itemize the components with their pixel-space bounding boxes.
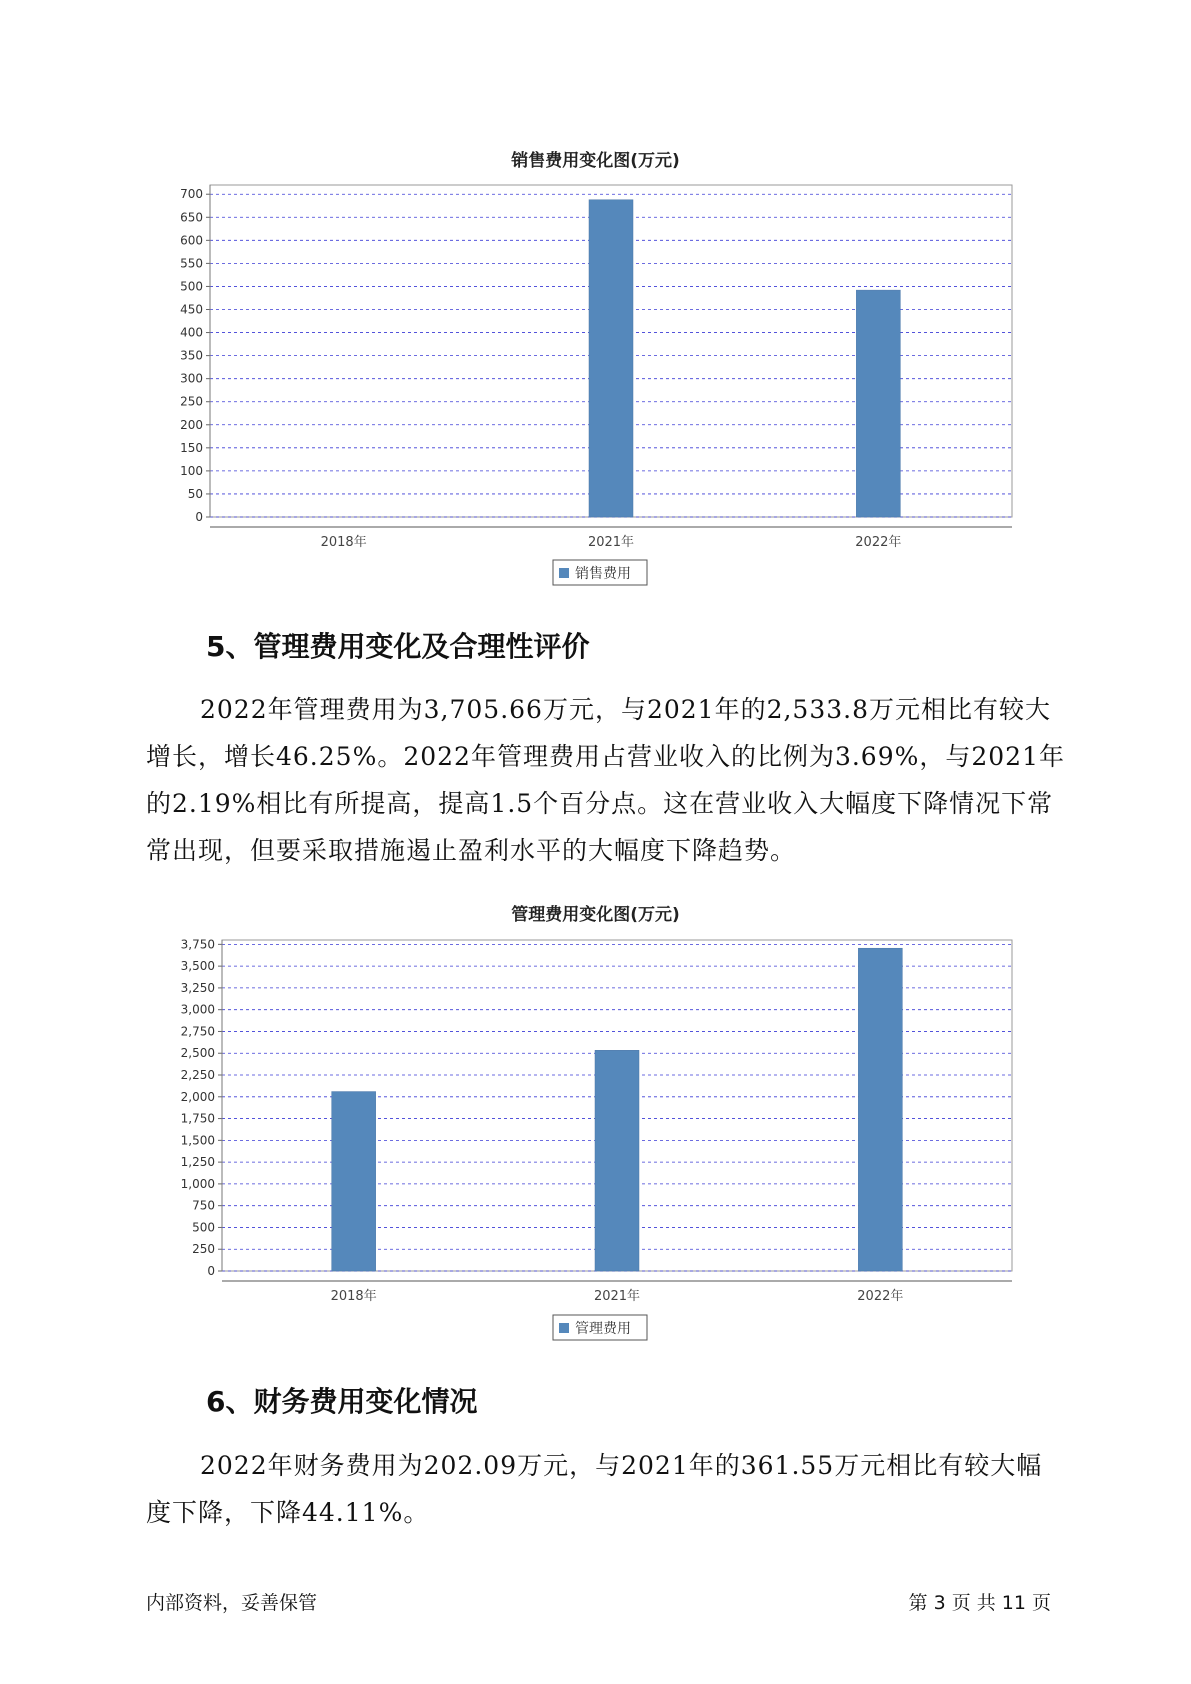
bar: [595, 1050, 639, 1271]
footer-page-number: 第 3 页 共 11 页: [908, 1592, 1051, 1614]
section6-heading: 6、财务费用变化情况: [206, 1385, 478, 1418]
chart-title-sales-expense: 销售费用变化图(万元): [511, 151, 680, 171]
section5-paragraph: 2022年管理费用为3,705.66万元，与2021年的2,533.8万元相比有较大增长，增长46.25%。2022年管理费用占营业收入的比例为3.69%，与2021年的2.19%相比有所提高，提高1.5个百分点。这在营业收入大幅度下降情况下常常出现，但要采取措施遏止盈利水平的大幅度下降趋势。: [146, 695, 1065, 865]
y-tick-label: 500: [192, 1220, 215, 1235]
x-category-label: 2022年: [855, 535, 902, 550]
y-tick-label: 3,500: [180, 959, 215, 974]
y-tick-label: 1,250: [180, 1155, 215, 1170]
y-tick-label: 50: [187, 486, 203, 501]
y-tick-label: 750: [192, 1198, 215, 1213]
y-tick-label: 500: [180, 279, 203, 294]
y-tick-label: 450: [180, 302, 203, 317]
footer-confidential-note: 内部资料，妥善保管: [146, 1592, 318, 1614]
legend-swatch: [559, 1323, 569, 1333]
legend-label: 管理费用: [575, 1321, 631, 1337]
y-tick-label: 2,500: [180, 1046, 215, 1061]
y-tick-label: 100: [180, 463, 203, 478]
y-tick-label: 200: [180, 417, 203, 432]
y-tick-label: 0: [207, 1264, 215, 1278]
y-tick-label: 2,750: [180, 1024, 215, 1039]
y-tick-label: 1,750: [180, 1111, 215, 1126]
chart-title-admin-expense: 管理费用变化图(万元): [511, 905, 680, 925]
y-tick-label: 2,250: [180, 1068, 215, 1083]
section5-heading: 5、管理费用变化及合理性评价: [206, 630, 590, 663]
x-category-label: 2018年: [330, 1289, 377, 1304]
y-tick-label: 2,000: [180, 1089, 215, 1104]
y-tick-label: 1,500: [180, 1133, 215, 1148]
x-category-label: 2021年: [593, 1289, 641, 1304]
x-category-label: 2022年: [857, 1289, 904, 1304]
y-tick-label: 550: [180, 256, 203, 271]
x-category-label: 2021年: [587, 535, 635, 550]
y-tick-label: 150: [180, 440, 203, 455]
y-tick-label: 1,000: [180, 1176, 215, 1191]
y-tick-label: 0: [195, 510, 203, 524]
y-tick-label: 400: [180, 325, 203, 340]
y-tick-label: 600: [180, 233, 203, 248]
y-tick-label: 3,750: [180, 937, 215, 952]
y-tick-label: 350: [180, 348, 203, 363]
y-tick-label: 650: [180, 210, 203, 225]
x-category-label: 2018年: [320, 535, 367, 550]
legend-label: 销售费用: [575, 566, 631, 582]
bar: [332, 1092, 376, 1271]
section6-paragraph: 2022年财务费用为202.09万元，与2021年的361.55万元相比有较大幅度下降，下降44.11%。: [146, 1451, 1043, 1527]
y-tick-label: 250: [192, 1242, 215, 1257]
y-tick-label: 700: [180, 187, 203, 202]
y-tick-label: 3,250: [180, 980, 215, 995]
y-tick-label: 3,000: [180, 1002, 215, 1017]
y-tick-label: 300: [180, 371, 203, 386]
y-tick-label: 250: [180, 394, 203, 409]
bar: [858, 948, 902, 1271]
